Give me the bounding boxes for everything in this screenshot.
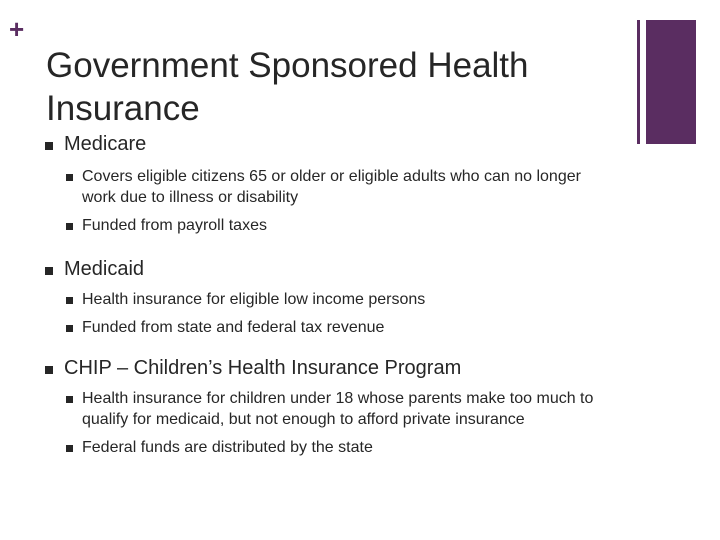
sub-item-text: Health insurance for eligible low income persons xyxy=(82,291,426,308)
sub-item-text: Health insurance for children under 18 whose parents make too much to qualify for medicaid, but not enough to afford private insurance xyxy=(82,390,594,428)
bullet-list xyxy=(44,128,604,458)
sub-item xyxy=(44,289,604,310)
square-bullet-icon xyxy=(66,325,73,332)
list-item-medicaid xyxy=(44,257,604,281)
square-bullet-icon xyxy=(45,267,53,275)
bullet-label: Medicare xyxy=(64,133,147,155)
bullet-label: Medicaid xyxy=(64,258,145,280)
sub-item xyxy=(44,215,604,236)
plus-icon: + xyxy=(9,14,25,44)
square-bullet-icon xyxy=(66,445,73,452)
sub-item xyxy=(44,388,604,430)
square-bullet-icon xyxy=(66,396,73,403)
sub-item xyxy=(44,166,604,208)
square-bullet-icon xyxy=(45,366,53,374)
bullet-label: CHIP – Children’s Health Insurance Program xyxy=(64,357,462,379)
accent-line xyxy=(637,20,640,144)
sub-item xyxy=(44,317,604,338)
list-item-medicare xyxy=(44,132,604,156)
list-item-chip xyxy=(44,356,604,380)
sub-item-text: Covers eligible citizens 65 or older or eligible adults who can no longer work due to illness or disability xyxy=(82,168,581,206)
sub-item xyxy=(44,437,604,458)
square-bullet-icon xyxy=(66,223,73,230)
sub-item-text: Federal funds are distributed by the state xyxy=(82,439,373,456)
accent-block xyxy=(646,20,696,144)
square-bullet-icon xyxy=(66,174,73,181)
square-bullet-icon xyxy=(45,142,53,150)
sub-item-text: Funded from state and federal tax revenue xyxy=(82,319,385,336)
square-bullet-icon xyxy=(66,297,73,304)
sub-item-text: Funded from payroll taxes xyxy=(82,217,267,234)
slide-title: Government Sponsored Health Insurance xyxy=(46,46,529,128)
